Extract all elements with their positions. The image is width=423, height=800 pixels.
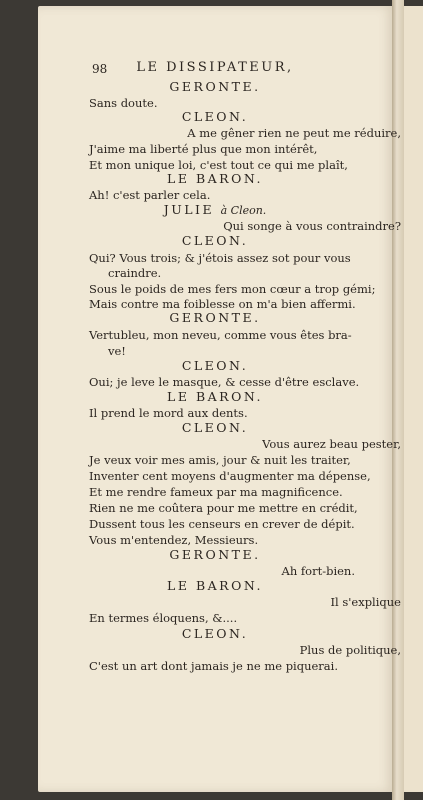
dialogue-line: craindre.	[108, 266, 162, 280]
dialogue-line: Qui? Vous trois; & j'étois assez sot pour vous	[89, 251, 351, 265]
dialogue-line: Mais contre ma foiblesse on m'a bien affermi.	[89, 297, 356, 311]
dialogue-line: Inventer cent moyens d'augmenter ma dépense,	[89, 469, 371, 483]
dialogue-line: Il prend le mord aux dents.	[89, 406, 248, 420]
speaker-heading: CLEON.	[181, 420, 249, 435]
dialogue-line: Ah! c'est parler cela.	[89, 188, 211, 202]
dialogue-line: Sans doute.	[89, 96, 158, 110]
speaker-heading	[0, 203, 423, 218]
speaker-heading: CLEON.	[181, 233, 249, 248]
speaker-heading: GERONTE.	[169, 547, 261, 562]
speaker-heading: CLEON.	[181, 109, 249, 124]
dialogue-line: Oui; je leve le masque, & cesse d'être esclave.	[89, 375, 360, 389]
speaker-heading: LE BARON.	[167, 578, 263, 593]
speaker-heading: LE BARON.	[167, 389, 263, 404]
stage-direction: à Cleon.	[220, 204, 267, 217]
dialogue-line: Vous aurez beau pester,	[262, 437, 401, 451]
dialogue-line: Sous le poids de mes fers mon cœur a trop gémi;	[89, 282, 376, 296]
dialogue-line: Rien ne me coûtera pour me mettre en crédit,	[89, 501, 358, 515]
speaker-heading: CLEON.	[181, 358, 249, 373]
dialogue-line: ve!	[108, 344, 126, 358]
speaker-name: JULIE	[163, 202, 215, 217]
dialogue-line: Et mon unique loi, c'est tout ce qui me plaît,	[89, 158, 348, 172]
dialogue-line: Je veux voir mes amis, jour & nuit les traiter,	[89, 453, 351, 467]
dialogue-line: Vous m'entendez, Messieurs.	[89, 533, 259, 547]
dialogue-line: C'est un art dont jamais je ne me piquerai.	[89, 659, 338, 673]
page-number: 98	[92, 62, 108, 76]
dialogue-line: Ah fort-bien.	[281, 564, 355, 578]
dialogue-line: En termes éloquens, &....	[89, 611, 238, 625]
dialogue-line: Vertubleu, mon neveu, comme vous êtes bra-	[89, 328, 352, 342]
dialogue-line: Plus de politique,	[299, 643, 401, 657]
speaker-heading: GERONTE.	[169, 79, 261, 94]
speaker-heading: CLEON.	[181, 626, 249, 641]
speaker-heading: LE BARON.	[167, 171, 263, 186]
running-title: LE DISSIPATEUR,	[136, 60, 294, 75]
dialogue-line: Qui songe à vous contraindre?	[223, 219, 401, 233]
dialogue-line: Dussent tous les censeurs en crever de dépit.	[89, 517, 355, 531]
dialogue-line: J'aime ma liberté plus que mon intérêt,	[89, 142, 318, 156]
speaker-heading: GERONTE.	[169, 310, 261, 325]
dialogue-line: Et me rendre fameux par ma magnificence.	[89, 485, 343, 499]
dialogue-line: Il s'explique	[330, 595, 401, 609]
dialogue-line: A me gêner rien ne peut me réduire,	[187, 126, 401, 140]
